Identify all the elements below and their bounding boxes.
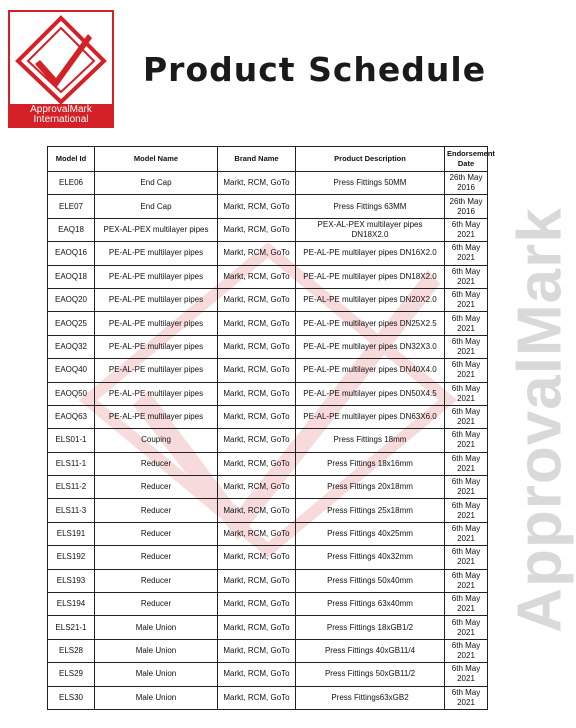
cell-product-description: Press Fittings 25x18mm (296, 499, 445, 522)
cell-brand-name: Markt, RCM, GoTo (218, 452, 296, 475)
cell-product-description: Press Fittings 40x32mm (296, 546, 445, 569)
cell-brand-name: Markt, RCM, GoTo (218, 546, 296, 569)
cell-model-name: PE-AL-PE multilayer pipes (95, 382, 218, 405)
cell-model-id: EAQ18 (48, 218, 95, 241)
cell-brand-name: Markt, RCM, GoTo (218, 663, 296, 686)
cell-product-description: Press Fittings 63MM (296, 195, 445, 218)
cell-model-name: PE-AL-PE multilayer pipes (95, 312, 218, 335)
cell-endorsement-date: 6th May 2021 (445, 312, 488, 335)
cell-model-name: End Cap (95, 172, 218, 195)
cell-model-id: ELS28 (48, 639, 95, 662)
cell-brand-name: Markt, RCM, GoTo (218, 569, 296, 592)
table-body (48, 172, 488, 710)
cell-brand-name: Markt, RCM, GoTo (218, 382, 296, 405)
table-row (48, 569, 488, 592)
cell-model-name: Reducer (95, 522, 218, 545)
cell-brand-name: Markt, RCM, GoTo (218, 359, 296, 382)
cell-endorsement-date: 6th May 2021 (445, 405, 488, 428)
table-row (48, 639, 488, 662)
cell-product-description: Press Fittings 40x25mm (296, 522, 445, 545)
cell-model-name: Reducer (95, 499, 218, 522)
cell-model-name: End Cap (95, 195, 218, 218)
cell-model-id: ELS193 (48, 569, 95, 592)
cell-product-description: Press Fittings 50MM (296, 172, 445, 195)
cell-model-name: PE-AL-PE multilayer pipes (95, 359, 218, 382)
cell-model-id: EAOQ16 (48, 242, 95, 265)
cell-model-name: Male Union (95, 686, 218, 709)
cell-model-name: Reducer (95, 593, 218, 616)
cell-brand-name: Markt, RCM, GoTo (218, 242, 296, 265)
cell-product-description: Press Fittings 63x40mm (296, 593, 445, 616)
cell-model-name: PE-AL-PE multilayer pipes (95, 335, 218, 358)
table-row (48, 335, 488, 358)
cell-endorsement-date: 26th May 2016 (445, 195, 488, 218)
cell-endorsement-date: 6th May 2021 (445, 616, 488, 639)
cell-product-description: PE-AL-PE multilayer pipes DN25X2.5 (296, 312, 445, 335)
cell-model-id: ELS191 (48, 522, 95, 545)
cell-product-description: PE-AL-PE multilayer pipes DN18X2.0 (296, 265, 445, 288)
cell-model-name: Reducer (95, 476, 218, 499)
watermark-text: ApprovalMark (505, 207, 575, 633)
table-row (48, 499, 488, 522)
cell-endorsement-date: 6th May 2021 (445, 569, 488, 592)
cell-model-id: ELS01-1 (48, 429, 95, 452)
cell-endorsement-date: 26th May 2016 (445, 172, 488, 195)
cell-endorsement-date: 6th May 2021 (445, 686, 488, 709)
cell-model-name: Reducer (95, 452, 218, 475)
checkmark-diamond-icon (16, 16, 106, 104)
cell-brand-name: Markt, RCM, GoTo (218, 218, 296, 241)
logo-wordmark (10, 104, 112, 126)
cell-model-id: ELE07 (48, 195, 95, 218)
cell-endorsement-date: 6th May 2021 (445, 593, 488, 616)
table-row (48, 452, 488, 475)
cell-brand-name: Markt, RCM, GoTo (218, 172, 296, 195)
cell-model-name: Reducer (95, 569, 218, 592)
cell-model-name: Male Union (95, 663, 218, 686)
table-header-row (48, 147, 488, 172)
cell-brand-name: Markt, RCM, GoTo (218, 405, 296, 428)
table-row (48, 616, 488, 639)
cell-brand-name: Markt, RCM, GoTo (218, 312, 296, 335)
column-header-endorsement-date: Endorsement Date (445, 147, 488, 172)
cell-endorsement-date: 6th May 2021 (445, 499, 488, 522)
cell-product-description: Press Fittings 18x16mm (296, 452, 445, 475)
cell-product-description: PEX-AL-PEX multilayer pipes DN18X2.0 (296, 218, 445, 241)
cell-brand-name: Markt, RCM, GoTo (218, 522, 296, 545)
cell-model-id: ELS194 (48, 593, 95, 616)
logo-line-2: International (33, 114, 89, 125)
cell-model-id: EAOQ25 (48, 312, 95, 335)
cell-endorsement-date: 6th May 2021 (445, 335, 488, 358)
cell-brand-name: Markt, RCM, GoTo (218, 476, 296, 499)
cell-model-id: ELS21-1 (48, 616, 95, 639)
cell-endorsement-date: 6th May 2021 (445, 476, 488, 499)
table-row (48, 382, 488, 405)
cell-model-name: PE-AL-PE multilayer pipes (95, 405, 218, 428)
table-row (48, 686, 488, 709)
cell-brand-name: Markt, RCM, GoTo (218, 429, 296, 452)
column-header-product-description: Product Description (296, 147, 445, 172)
cell-brand-name: Markt, RCM, GoTo (218, 195, 296, 218)
cell-model-id: ELS29 (48, 663, 95, 686)
column-header-model-id: Model Id (48, 147, 95, 172)
cell-product-description: Press Fittings 40xGB11/4 (296, 639, 445, 662)
cell-model-name: PE-AL-PE multilayer pipes (95, 242, 218, 265)
table-row (48, 593, 488, 616)
approvalmark-logo (8, 10, 114, 128)
cell-brand-name: Markt, RCM, GoTo (218, 593, 296, 616)
cell-endorsement-date: 6th May 2021 (445, 522, 488, 545)
table-row (48, 429, 488, 452)
cell-model-id: ELS11-3 (48, 499, 95, 522)
table-row (48, 312, 488, 335)
cell-endorsement-date: 6th May 2021 (445, 546, 488, 569)
cell-product-description: Press Fittings 18xGB1/2 (296, 616, 445, 639)
cell-product-description: PE-AL-PE multilayer pipes DN20X2.0 (296, 288, 445, 311)
cell-model-id: ELS11-1 (48, 452, 95, 475)
cell-model-id: ELS192 (48, 546, 95, 569)
cell-model-name: PE-AL-PE multilayer pipes (95, 265, 218, 288)
cell-endorsement-date: 6th May 2021 (445, 288, 488, 311)
cell-model-name: Male Union (95, 616, 218, 639)
cell-model-name: Reducer (95, 546, 218, 569)
cell-product-description: Press Fittings 50x40mm (296, 569, 445, 592)
cell-endorsement-date: 6th May 2021 (445, 663, 488, 686)
cell-product-description: Press Fittings 50xGB11/2 (296, 663, 445, 686)
page-title: Product Schedule (143, 50, 487, 89)
cell-model-id: EAOQ32 (48, 335, 95, 358)
cell-endorsement-date: 6th May 2021 (445, 242, 488, 265)
cell-model-id: EAOQ40 (48, 359, 95, 382)
table-row (48, 288, 488, 311)
cell-product-description: PE-AL-PE multilayer pipes DN63X6.0 (296, 405, 445, 428)
cell-product-description: PE-AL-PE multilayer pipes DN50X4.5 (296, 382, 445, 405)
cell-product-description: Press Fittings 18mm (296, 429, 445, 452)
table-row (48, 663, 488, 686)
cell-brand-name: Markt, RCM, GoTo (218, 265, 296, 288)
cell-endorsement-date: 6th May 2021 (445, 639, 488, 662)
cell-model-name: Male Union (95, 639, 218, 662)
column-header-brand-name: Brand Name (218, 147, 296, 172)
table-row (48, 522, 488, 545)
cell-brand-name: Markt, RCM, GoTo (218, 616, 296, 639)
table-row (48, 476, 488, 499)
cell-product-description: PE-AL-PE multilayer pipes DN16X2.0 (296, 242, 445, 265)
cell-model-id: ELS30 (48, 686, 95, 709)
cell-brand-name: Markt, RCM, GoTo (218, 686, 296, 709)
table-row (48, 242, 488, 265)
cell-brand-name: Markt, RCM, GoTo (218, 335, 296, 358)
cell-model-name: PE-AL-PE multilayer pipes (95, 288, 218, 311)
table-row (48, 172, 488, 195)
cell-endorsement-date: 6th May 2021 (445, 359, 488, 382)
cell-product-description: Press Fittings63xGB2 (296, 686, 445, 709)
cell-model-name: Couping (95, 429, 218, 452)
cell-endorsement-date: 6th May 2021 (445, 382, 488, 405)
table-row (48, 195, 488, 218)
table-row (48, 359, 488, 382)
cell-brand-name: Markt, RCM, GoTo (218, 499, 296, 522)
cell-model-id: EAOQ63 (48, 405, 95, 428)
cell-product-description: PE-AL-PE multilayer pipes DN40X4.0 (296, 359, 445, 382)
cell-model-id: EAOQ18 (48, 265, 95, 288)
table-row (48, 218, 488, 241)
cell-endorsement-date: 6th May 2021 (445, 218, 488, 241)
cell-model-id: EAOQ20 (48, 288, 95, 311)
cell-model-id: ELE06 (48, 172, 95, 195)
cell-brand-name: Markt, RCM, GoTo (218, 639, 296, 662)
table-row (48, 546, 488, 569)
cell-product-description: Press Fittings 20x18mm (296, 476, 445, 499)
cell-model-id: EAOQ50 (48, 382, 95, 405)
cell-model-id: ELS11-2 (48, 476, 95, 499)
table-row (48, 265, 488, 288)
product-schedule-table (47, 146, 495, 710)
cell-model-name: PEX-AL-PEX multilayer pipes (95, 218, 218, 241)
logo-line-1: ApprovalMark (30, 104, 92, 115)
cell-endorsement-date: 6th May 2021 (445, 452, 488, 475)
cell-endorsement-date: 6th May 2021 (445, 265, 488, 288)
cell-endorsement-date: 6th May 2021 (445, 429, 488, 452)
table-row (48, 405, 488, 428)
cell-product-description: PE-AL-PE multilayer pipes DN32X3.0 (296, 335, 445, 358)
cell-brand-name: Markt, RCM, GoTo (218, 288, 296, 311)
column-header-model-name: Model Name (95, 147, 218, 172)
